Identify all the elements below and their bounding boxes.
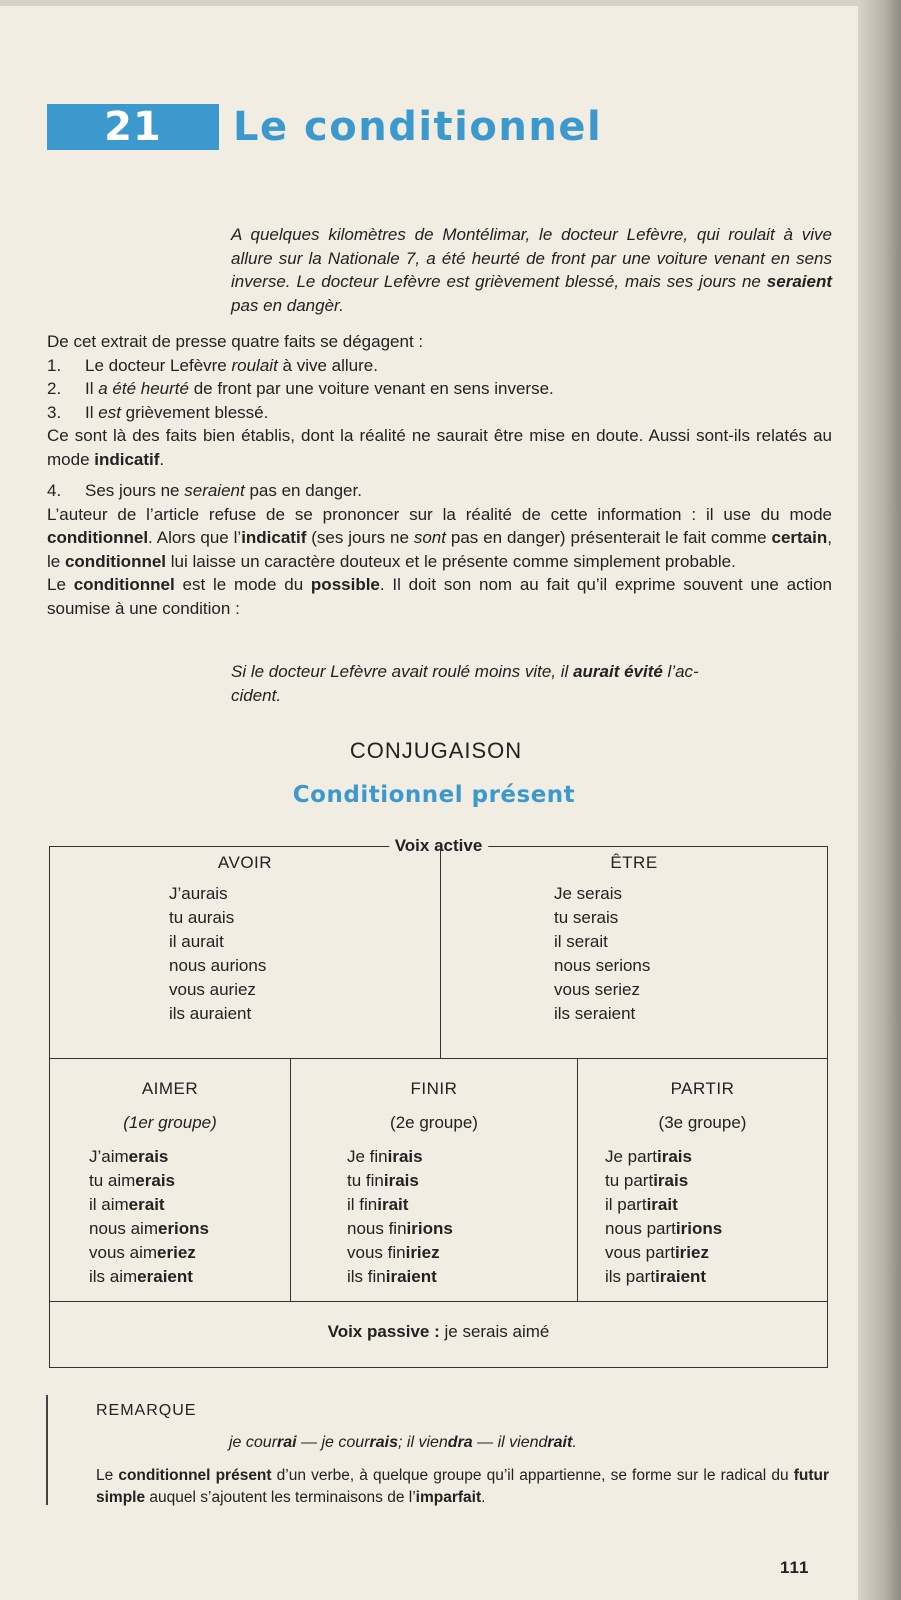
rem-text-run-4: auquel s’ajoutent les terminaisons de l’ — [145, 1489, 416, 1506]
cell-aimer — [50, 1059, 290, 1301]
condition-example: Si le docteur Lefèvre avait roulé moins vite, il aurait évité l’ac- cident. — [231, 662, 699, 705]
rem-text-run-3: futur simple — [96, 1467, 829, 1506]
forms-avoir: J’aurais tu aurais il aurait nous aurions vous auriez ils auraient — [169, 884, 267, 1023]
excerpt-bold: seraient — [766, 272, 832, 291]
explanation-paragraph-1: L’auteur de l’article refuse de se prononcer sur la réalité de cette information : il use du mode conditionnel. Alors que l’indicatif (ses jours ne sont pas en danger) présenterait le fait comme certain, le conditionnel lui laisse un caractère douteux et le présente comme simplement probable. — [47, 504, 832, 571]
group-finir: (2e groupe) — [390, 1113, 478, 1132]
conjugaison-subheading: Conditionnel présent — [292, 782, 576, 808]
rem-ex-run-1: rai — [277, 1434, 297, 1451]
facts-lead: De cet extrait de presse quatre faits se dégagent : — [47, 332, 424, 351]
table-row-passive — [50, 1302, 827, 1366]
page-binding-edge — [858, 0, 901, 1600]
cell-partir — [577, 1059, 827, 1301]
forms-finir: Je finirais tu finirais il finirait nous finirions vous finiriez ils finiraient — [347, 1147, 453, 1286]
verb-avoir: AVOIR — [217, 853, 273, 872]
verb-aimer: AIMER — [141, 1079, 199, 1098]
fact-item-3: 3. Il est grièvement blessé. — [47, 402, 269, 422]
explanation-body — [47, 330, 832, 620]
excerpt-text: A quelques kilomètres de Montélimar, le docteur Lefèvre, qui roulait à vive allure sur la Nationale 7, a été heurté de front par une voiture venant en sens inverse. Le docteur Lefèvre est grièvement blessé, mais ses jours ne — [231, 225, 832, 291]
cell-finir — [290, 1059, 577, 1301]
chapter-number: 21 — [47, 104, 219, 150]
rem-text-run-0: Le — [96, 1467, 119, 1484]
verb-etre: ÊTRE — [610, 853, 658, 872]
conjugaison-heading: CONJUGAISON — [349, 738, 523, 763]
chapter-title: Le conditionnel — [233, 104, 603, 150]
facts-conclusion: Ce sont là des faits bien établis, dont la réalité ne saurait être mise en doute. Aussi sont-ils relatés au mode indicatif. — [47, 426, 832, 469]
explanation-paragraph-2: Le conditionnel est le mode du possible. Il doit son nom au fait qu’il exprime souvent une action soumise à une condition : — [47, 575, 833, 618]
chapter-header — [47, 104, 602, 150]
remarque-example — [229, 1434, 577, 1452]
page-number: 111 — [780, 1558, 810, 1577]
rem-ex-run-3: rais — [369, 1434, 398, 1451]
voix-active-label: Voix active — [389, 836, 489, 856]
forms-etre: Je serais tu serais il serait nous serions vous seriez ils seraient — [554, 884, 651, 1023]
forms-aimer: J’aimerais tu aimerais il aimerait nous aimerions vous aimeriez ils aimeraient — [89, 1147, 210, 1286]
rem-text-run-1: conditionnel présent — [118, 1467, 272, 1484]
fact-item-4: 4. Ses jours ne seraient pas en danger. — [47, 481, 362, 500]
page-top-edge — [0, 0, 901, 6]
verb-finir: FINIR — [410, 1079, 458, 1098]
rem-ex-run-8: . — [572, 1434, 577, 1451]
rem-ex-run-4: ; il vien — [398, 1434, 448, 1451]
group-partir: (3e groupe) — [658, 1113, 747, 1132]
group-aimer: (1er groupe) — [123, 1113, 217, 1132]
rem-ex-run-0: je cour — [229, 1434, 278, 1451]
rem-ex-run-2: — je cour — [296, 1434, 370, 1451]
remarque-bar — [46, 1395, 48, 1505]
remarque-text — [96, 1465, 829, 1509]
rem-ex-run-6: — il viend — [472, 1434, 548, 1451]
cell-etre — [440, 847, 827, 1058]
verb-partir: PARTIR — [670, 1079, 735, 1098]
rem-ex-run-5: dra — [447, 1434, 473, 1451]
table-row-groups — [50, 1059, 827, 1302]
conjugation-table — [49, 836, 828, 1368]
cell-avoir — [50, 847, 440, 1058]
rem-ex-run-7: rait — [547, 1434, 573, 1451]
fact-item-2: 2. Il a été heurté de front par une voiture venant en sens inverse. — [47, 379, 554, 398]
excerpt-text-end: pas en dangèr. — [231, 295, 344, 315]
table-row-auxiliaries — [50, 847, 827, 1059]
forms-partir: Je partirais tu partirais il partirait nous partirions vous partiriez ils partiraient — [605, 1147, 723, 1286]
rem-text-run-5: imparfait — [415, 1489, 482, 1506]
rem-text-run-2: d’un verbe, à quelque groupe qu’il appartienne, se forme sur le radical du — [271, 1467, 794, 1484]
voix-passive: Voix passive : je serais aimé — [327, 1322, 550, 1341]
rem-text-run-6: . — [481, 1489, 486, 1506]
fact-item-1: 1. Le docteur Lefèvre roulait à vive allure. — [47, 355, 378, 375]
remarque-title: REMARQUE — [96, 1402, 197, 1419]
press-excerpt — [231, 223, 832, 317]
